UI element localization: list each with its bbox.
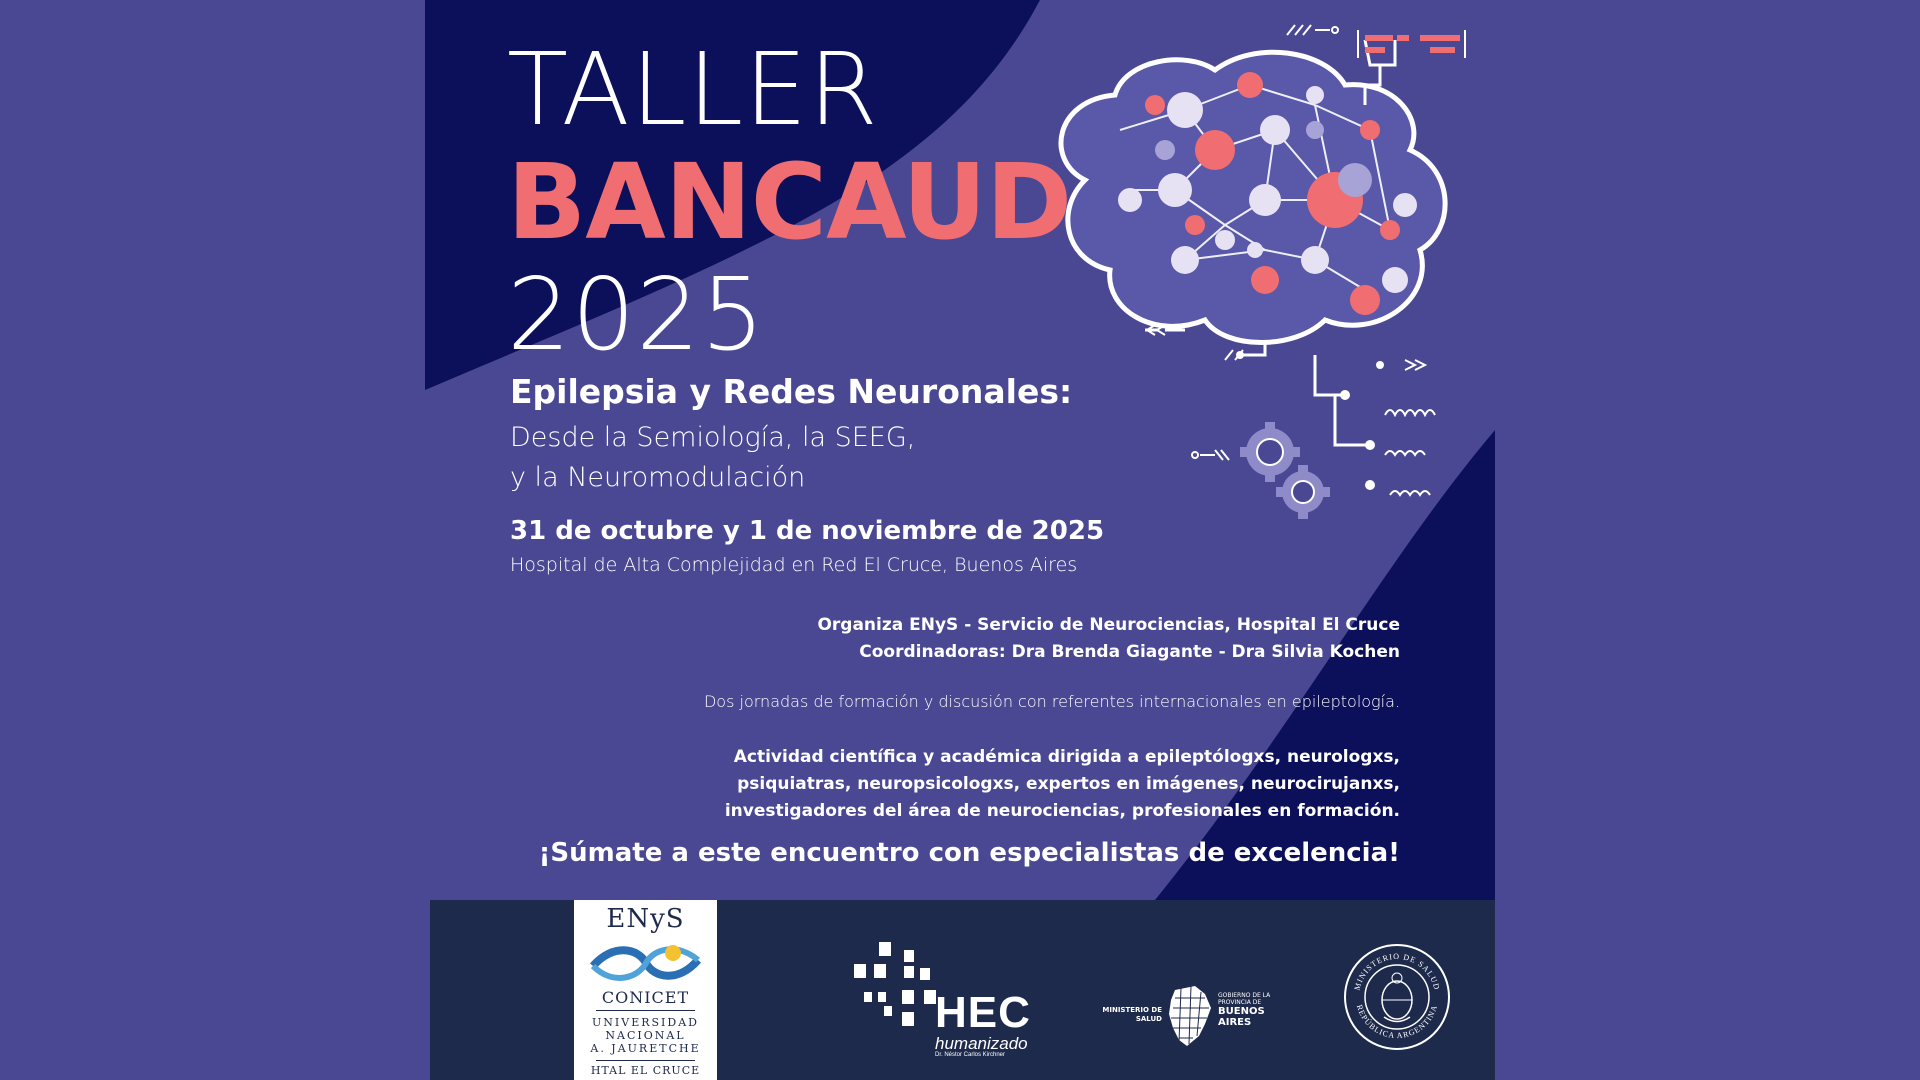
call-to-action: ¡Súmate a este encuentro con especialistas de excelencia! [538,838,1400,868]
audience-line-2: psiquiatras, neuropsicologxs, expertos en imágenes, neurocirujanxs, [737,774,1400,794]
enys-logo [574,900,717,1080]
brain-network-icon [1025,10,1485,530]
ministerio-line-1: MINISTERIO DE [1102,1006,1162,1014]
provincia-ba-label [1218,992,1278,1028]
enys-wave-icon [588,938,703,988]
svg-text:MINISTERIO DE SALUD [1353,952,1442,991]
organizer-text: Organiza ENyS - Servicio de Neurociencias, Hospital El Cruce [817,615,1400,635]
title-year: 2025 [507,256,766,373]
hec-tagline: humanizado [935,1034,1028,1053]
event-poster [425,0,1495,900]
title-taller: TALLER [507,31,879,148]
provincia-small-1: GOBIERNO DE LA [1218,992,1271,999]
provincia-big-2: AIRES [1218,1017,1252,1028]
provincia-big-1: BUENOS [1218,1006,1265,1017]
ministerio-salud-label [1100,1006,1162,1024]
ministerio-line-2: SALUD [1135,1015,1162,1023]
enys-title: ENyS [606,904,685,934]
enys-conicet: CONICET [601,988,690,1007]
audience-line-3: investigadores del área de neurociencias, profesionales en formación. [724,801,1400,821]
subtitle-line-2: y la Neuromodulación [510,462,806,493]
event-venue: Hospital de Alta Complejidad en Red El Cruce, Buenos Aires [510,554,1078,576]
subtitle-main: Epilepsia y Redes Neuronales: [510,372,1073,411]
buenos-aires-map-icon [1165,984,1215,1050]
hec-name: HEC [935,988,1031,1037]
seal-bottom-text: REPÚBLICA ARGENTINA [1354,1003,1440,1041]
sponsor-footer [430,900,1495,1080]
organizer-block [817,612,1400,666]
audience-block [725,744,1400,825]
provincia-small-2: PROVINCIA DE [1218,999,1262,1006]
argentina-seal-icon [1342,942,1452,1052]
subtitle-line-1: Desde la Semiología, la SEEG, [510,422,916,453]
univ-line-1: UNIVERSIDAD [592,1016,699,1029]
divider [596,1060,695,1061]
coordinators-text: Coordinadoras: Dra Brenda Giagante - Dra Silvia Kochen [859,642,1400,662]
divider [596,1010,695,1011]
audience-line-1: Actividad científica y académica dirigida a epileptólogxs, neurologxs, [733,747,1400,767]
gear-icon [1240,422,1330,519]
univ-line-3: A. JAURETCHE [590,1042,701,1055]
title-bancaud: BANCAUD [507,141,1072,263]
hec-subtitle: Dr. Néstor Carlos Kirchner [935,1052,1006,1058]
event-date: 31 de octubre y 1 de noviembre de 2025 [510,516,1105,546]
seal-top-text: MINISTERIO DE SALUD [1352,951,1442,992]
univ-line-2: NACIONAL [605,1029,686,1042]
enys-hospital: HTAL EL CRUCE [590,1064,701,1077]
description-text: Dos jornadas de formación y discusión con referentes internacionales en epileptología. [703,692,1400,711]
enys-university [574,1016,717,1055]
